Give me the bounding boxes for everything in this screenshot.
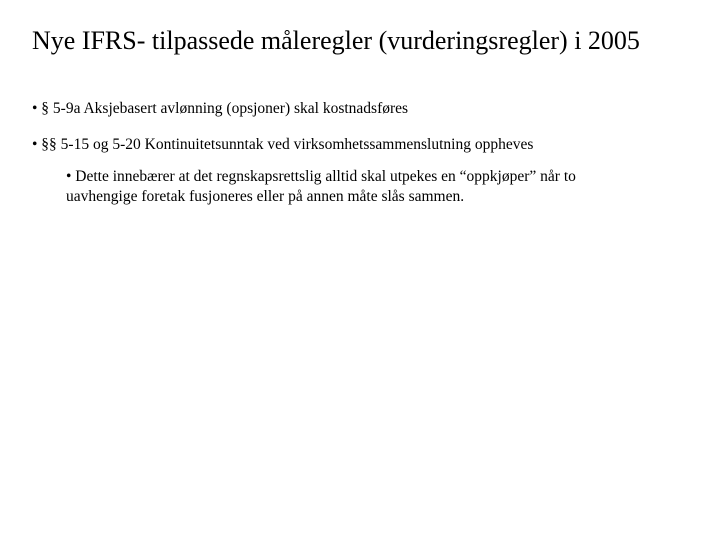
bullet-kontinuitetsunntak: • §§ 5-15 og 5-20 Kontinuitetsunntak ved virksomhetssammenslutning oppheves (32, 136, 534, 153)
sub-bullet-line-1: • Dette innebærer at det regnskapsrettslig alltid skal utpekes en “oppkjøper” når to (66, 168, 576, 185)
sub-bullet-oppkjoper (66, 167, 720, 207)
sub-bullet-line-2: uavhengige foretak fusjoneres eller på annen måte slås sammen. (66, 188, 465, 205)
bullet-aksjebasert-avlonning: • § 5-9a Aksjebasert avlønning (opsjoner) skal kostnadsføres (32, 100, 409, 117)
slide-title: Nye IFRS- tilpassede måleregler (vurderingsregler) i 2005 (32, 26, 640, 55)
